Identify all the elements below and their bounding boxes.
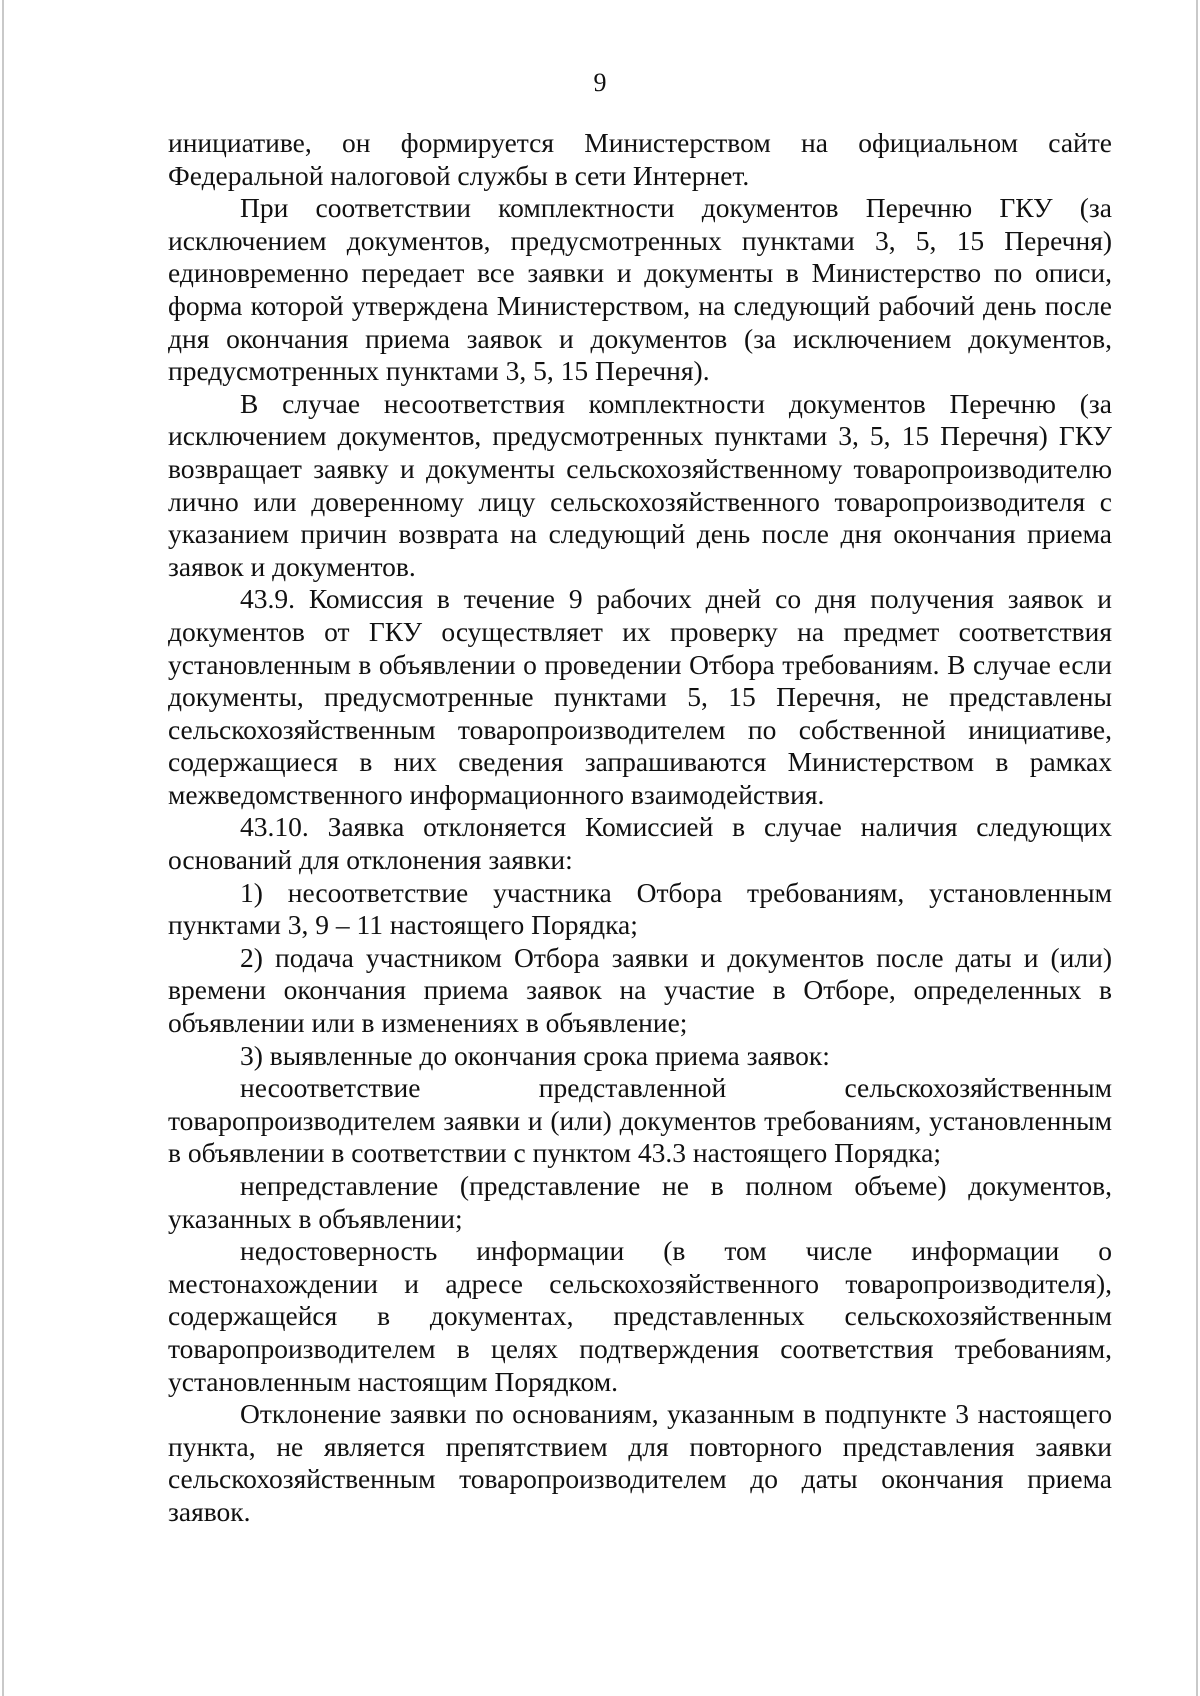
paragraph-continuation: инициативе, он формируется Министерством на официальном сайте Федеральной налоговой службы в сети Интернет. [168,127,1112,191]
sub-item-nonsubmission: непредставление (представление не в полном объеме) документов, указанных в объявлении; [168,1170,1112,1234]
scan-edge-left [2,0,4,1696]
document-body [168,127,1112,1529]
list-item-1: 1) несоответствие участника Отбора требованиям, установленным пунктами 3, 9 – 11 настоящего Порядка; [168,876,1112,941]
paragraph-gku-transfer: При соответствии комплектности документов Перечню ГКУ (за исключением документов, предусмотренных пунктами 3, 5, 15 Перечня) единовременно передает все заявки и документы в Министерство по описи, форма которой утверждена Министерством, на следующий рабочий день после дня окончания приема заявок и документов (за исключением документов, предусмотренных пунктами 3, 5, 15 Перечня). [168,192,1112,387]
list-item-3: 3) выявленные до окончания срока приема заявок: [240,1039,830,1071]
page-number: 9 [593,68,607,97]
paragraph-43-9: 43.9. Комиссия в течение 9 рабочих дней со дня получения заявок и документов от ГКУ осуществляет их проверку на предмет соответствия установленным в объявлении о проведении Отбора требованиям. В случае если документы, предусмотренные пунктами 5, 15 Перечня, не представлены сельскохозяйственным товаропроизводителем по собственной инициативе, содержащиеся в них сведения запрашиваются Министерством в рамках межведомственного информационного взаимодействия. [168,583,1112,810]
paragraph-rejection-note: Отклонение заявки по основаниям, указанным в подпункте 3 настоящего пункта, не является препятствием для повторного представления заявки сельскохозяйственным товаропроизводителем до даты окончания приема заявок. [168,1398,1112,1527]
scan-edge-right [1196,0,1198,1696]
list-item-2: 2) подача участником Отбора заявки и документов после даты и (или) времени окончания приема заявок на участие в Отборе, определенных в объявлении или в изменениях в объявление; [168,941,1112,1039]
paragraph-gku-return: В случае несоответствия комплектности документов Перечню (за исключением документов, предусмотренных пунктами 3, 5, 15 Перечня) ГКУ возвращает заявку и документы сельскохозяйственному товаропроизводителю лично или доверенному лицу сельскохозяйственного товаропроизводителя с указанием причин возврата на следующий день после дня окончания приема заявок и документов. [168,387,1112,582]
paragraph-43-10: 43.10. Заявка отклоняется Комиссией в случае наличия следующих оснований для отклонения заявки: [168,811,1112,876]
sub-item-nonconformity: несоответствие представленной сельскохозяйственным товаропроизводителем заявки и (или) документов требованиям, установленным в объявлении в соответствии с пунктом 43.3 настоящего Порядка; [168,1072,1112,1169]
sub-item-unreliability: недостоверность информации (в том числе информации о местонахождении и адресе сельскохозяйственного товаропроизводителя), содержащейся в документах, представленных сельскохозяйственным товаропроизводителем в целях подтверждения соответствия требованиям, установленным настоящим Порядком. [168,1235,1112,1397]
